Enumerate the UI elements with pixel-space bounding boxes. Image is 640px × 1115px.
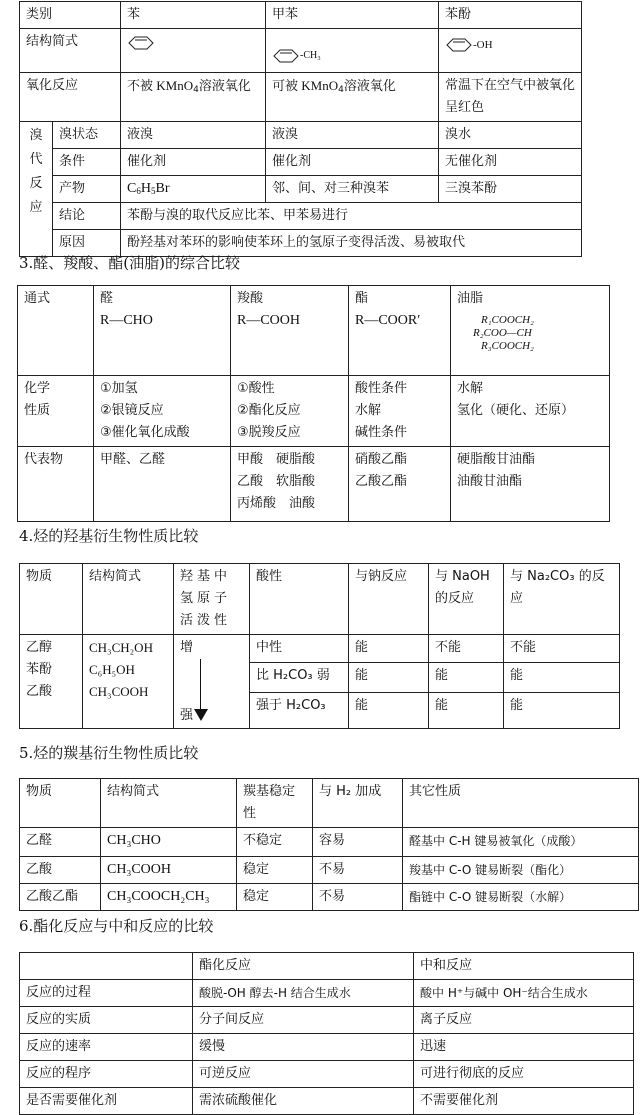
cell: 能 (504, 693, 620, 729)
formula-cell: CH₃CHO (101, 828, 237, 857)
text: ②银镜反应 (100, 403, 164, 418)
section-title: 4.烃的羟基衍生物性质比较 (19, 527, 199, 545)
text: 硬脂酸甘油酯 (457, 452, 536, 467)
header-cell: 物质 (20, 564, 83, 635)
formula-cell: CH₃COOCH₂CH₃ (101, 884, 237, 911)
row-label: 产物 (53, 176, 121, 203)
section-title: 3.醛、羧酸、酯(油脂)的综合比较 (19, 254, 241, 272)
text: 水解 (457, 381, 484, 396)
formula: C₆H₅OH (89, 662, 135, 677)
hydroxyl-group: -OH (473, 39, 493, 51)
benzene-structure-cell (121, 29, 266, 73)
table-row (20, 176, 582, 203)
benzene-oxidation-cell (121, 73, 266, 122)
formula-cell (83, 635, 174, 729)
text: 溶液氧化 (198, 79, 251, 94)
cell: 酯链中 C-O 键易断裂（水解） (403, 884, 639, 911)
cell: 羧基中 C-O 键易断裂（酯化） (403, 857, 639, 884)
cell: 容易 (313, 828, 403, 857)
text: 溴 (29, 128, 43, 143)
methyl-group: -CH₃ (300, 50, 321, 61)
cell: 三溴苯酚 (439, 176, 582, 203)
cell: 能 (429, 693, 504, 729)
cell: 无催化剂 (439, 149, 582, 176)
header-cell: 与 NaOH 的反应 (429, 564, 504, 635)
header-cell: 酯化反应 (193, 953, 414, 980)
header-cell: 羰基稳定性 (237, 779, 313, 828)
text: 乙醇 (26, 640, 53, 655)
text: ③脱羧反应 (237, 425, 301, 440)
formula-line: R₁COOCH₂ (481, 314, 534, 326)
text: 可被 KMnO (272, 78, 339, 93)
table-row (20, 857, 639, 884)
text: ③催化氧化成酸 (100, 425, 190, 440)
cell (231, 447, 349, 522)
text: 油脂 (457, 291, 484, 306)
esterification-neutralization-table (19, 952, 634, 1115)
header-cell: 与 H₂ 加成 (313, 779, 403, 828)
cell: 乙酸乙酯 (20, 884, 101, 911)
header-cell: 甲苯 (266, 2, 439, 29)
table-row (20, 1034, 634, 1061)
cell: 酸脱-OH 醇去-H 结合生成水 (193, 980, 414, 1007)
bromination-group-label (20, 122, 53, 257)
table-row (20, 953, 634, 980)
cell: 中性 (250, 635, 349, 663)
benzene-ring-icon (272, 48, 300, 64)
text: 不被 KMnO (127, 78, 194, 93)
benzene-ring-icon (445, 37, 473, 53)
cell: 催化剂 (121, 149, 266, 176)
cell: 醛基中 C-H 键易被氧化（成酸） (403, 828, 639, 857)
text: 乙酸 (26, 684, 53, 699)
aromatic-comparison-table (19, 1, 582, 257)
cell: 邻、间、对三种溴苯 (266, 176, 439, 203)
text: 苯酚 (26, 662, 53, 677)
row-label: 氧化反应 (20, 73, 121, 122)
aldehyde-acid-ester-table (17, 285, 610, 522)
table-row (20, 29, 582, 73)
subscript: 4 (193, 85, 199, 95)
header-cell: 物质 (20, 779, 101, 828)
text: 酯 (355, 291, 369, 306)
text: 性质 (24, 403, 51, 418)
row-label: 代表物 (18, 447, 94, 522)
hydroxyl-derivative-table (19, 563, 620, 729)
substance-cell (20, 635, 83, 729)
carbonyl-derivative-table (19, 778, 639, 911)
cell (94, 447, 231, 522)
cell: 强于 H₂CO₃ (250, 693, 349, 729)
cell: 乙醛 (20, 828, 101, 857)
cell: 分子间反应 (193, 1007, 414, 1034)
cell: 离子反应 (414, 1007, 634, 1034)
table-row (20, 828, 639, 857)
header-cell: 苯酚 (439, 2, 582, 29)
table-row (20, 73, 582, 122)
table-row (20, 203, 582, 230)
text: 羧酸 (237, 291, 264, 306)
cell (94, 376, 231, 447)
row-label: 原因 (53, 230, 121, 257)
fat-cell (451, 286, 610, 376)
fat-structure (457, 310, 603, 353)
cell: 液溴 (266, 122, 439, 149)
text: 乙酸乙酯 (355, 474, 408, 489)
down-arrow-icon (200, 659, 201, 713)
text: 代 (29, 152, 43, 167)
header-cell: 类别 (20, 2, 121, 29)
header-cell: 与 Na₂CO₃ 的反应 (504, 564, 620, 635)
text: 化学 (24, 381, 51, 396)
text: 乙酸 软脂酸 (237, 474, 316, 489)
formula: CH₃CH₂OH (89, 640, 153, 655)
aldehyde-cell (94, 286, 231, 376)
header-cell: 与钠反应 (349, 564, 429, 635)
header-cell: 羟基中氢原子活泼性 (174, 564, 250, 635)
text: 水解 (355, 403, 382, 418)
row-label: 通式 (18, 286, 94, 376)
arrow-head-icon (194, 709, 208, 721)
cell (451, 447, 610, 522)
cell: 可进行彻底的反应 (414, 1061, 634, 1088)
formula-line: R₃COOCH₂ (481, 340, 534, 352)
cell: 稳定 (237, 857, 313, 884)
cell: 酸中 H⁺与碱中 OH⁻结合生成水 (414, 980, 634, 1007)
formula-cell: CH₃COOH (101, 857, 237, 884)
cell: 迅速 (414, 1034, 634, 1061)
text: 酸性条件 (355, 381, 408, 396)
activity-cell (174, 635, 250, 729)
cell: 不能 (429, 635, 504, 663)
row-label: 反应的过程 (20, 980, 193, 1007)
text: ②酯化反应 (237, 403, 301, 418)
header-cell: 结构简式 (101, 779, 237, 828)
cell: 乙酸 (20, 857, 101, 884)
row-label (18, 376, 94, 447)
table-row (20, 149, 582, 176)
text: 应 (29, 200, 43, 215)
table-row (20, 564, 620, 635)
row-label: 结论 (53, 203, 121, 230)
table-row (20, 779, 639, 828)
header-cell: 其它性质 (403, 779, 639, 828)
text: 醛 (100, 291, 114, 306)
cell: 溴水 (439, 122, 582, 149)
acid-cell (231, 286, 349, 376)
benzene-ring-icon (127, 35, 155, 51)
text: ①加氢 (100, 381, 138, 396)
text: ①酸性 (237, 381, 275, 396)
cell: 需浓硫酸催化 (193, 1088, 414, 1115)
formula: R—COOH (237, 313, 301, 328)
activity-top-label: 增 (180, 640, 194, 655)
cell: 催化剂 (266, 149, 439, 176)
cell: 不易 (313, 857, 403, 884)
text: 氢化（硬化、还原） (457, 403, 575, 418)
cell: 液溴 (121, 122, 266, 149)
table-row (20, 1088, 634, 1115)
table-row (20, 122, 582, 149)
table-row (18, 286, 610, 376)
formula: R—CHO (100, 313, 153, 328)
header-cell: 酸性 (250, 564, 349, 635)
cell: 不需要催化剂 (414, 1088, 634, 1115)
cell: 不易 (313, 884, 403, 911)
cell: 缓慢 (193, 1034, 414, 1061)
table-row (20, 2, 582, 29)
toluene-structure-cell (266, 29, 439, 73)
header-cell: 苯 (121, 2, 266, 29)
table-row (20, 884, 639, 911)
text: 反 (29, 176, 43, 191)
cell: 能 (349, 635, 429, 663)
cell: 能 (429, 663, 504, 693)
phenol-structure-cell (439, 29, 582, 73)
reason-cell: 酚羟基对苯环的影响使苯环上的氢原子变得活泼、易被取代 (121, 230, 582, 257)
text: 硝酸乙酯 (355, 452, 408, 467)
row-label: 反应的速率 (20, 1034, 193, 1061)
header-cell: 中和反应 (414, 953, 634, 980)
cell (451, 376, 610, 447)
text: 溶液氧化 (343, 79, 396, 94)
phenol-oxidation-cell: 常温下在空气中被氧化呈红色 (439, 73, 582, 122)
text: 丙烯酸 油酸 (237, 496, 316, 511)
cell: 不能 (504, 635, 620, 663)
cell: 比 H₂CO₃ 弱 (250, 663, 349, 693)
section-title: 5.烃的羰基衍生物性质比较 (19, 744, 199, 762)
row-label: 条件 (53, 149, 121, 176)
formula-line: R₂COO—CH (473, 327, 532, 339)
text: 油酸甘油酯 (457, 474, 523, 489)
cell: 稳定 (237, 884, 313, 911)
text: 甲醛、乙醛 (100, 452, 166, 467)
subscript: 4 (338, 85, 344, 95)
cell: 不稳定 (237, 828, 313, 857)
cell (349, 376, 451, 447)
section-title: 6.酯化反应与中和反应的比较 (19, 917, 214, 935)
table-row (20, 635, 620, 663)
row-label: 是否需要催化剂 (20, 1088, 193, 1115)
cell: 能 (504, 663, 620, 693)
formula: CH₃COOH (89, 684, 149, 699)
table-row (20, 1007, 634, 1034)
ester-cell (349, 286, 451, 376)
cell: 能 (349, 693, 429, 729)
toluene-oxidation-cell (266, 73, 439, 122)
row-label: 溴状态 (53, 122, 121, 149)
activity-bottom-label: 强 (180, 708, 194, 723)
formula: R—COOR′ (355, 313, 421, 328)
cell (349, 447, 451, 522)
conclusion-cell: 苯酚与溴的取代反应比苯、甲苯易进行 (121, 203, 582, 230)
cell (231, 376, 349, 447)
table-row (20, 1061, 634, 1088)
row-label: 结构简式 (20, 29, 121, 73)
row-label: 反应的程序 (20, 1061, 193, 1088)
row-label: 反应的实质 (20, 1007, 193, 1034)
text: 甲酸 硬脂酸 (237, 452, 316, 467)
header-cell: 结构简式 (83, 564, 174, 635)
table-row (18, 376, 610, 447)
text: 碱性条件 (355, 425, 408, 440)
table-row (20, 980, 634, 1007)
cell: 可逆反应 (193, 1061, 414, 1088)
formula-cell: $C_6H_5Br$ (121, 176, 266, 203)
header-cell (20, 953, 193, 980)
cell: 能 (349, 663, 429, 693)
table-row (18, 447, 610, 522)
